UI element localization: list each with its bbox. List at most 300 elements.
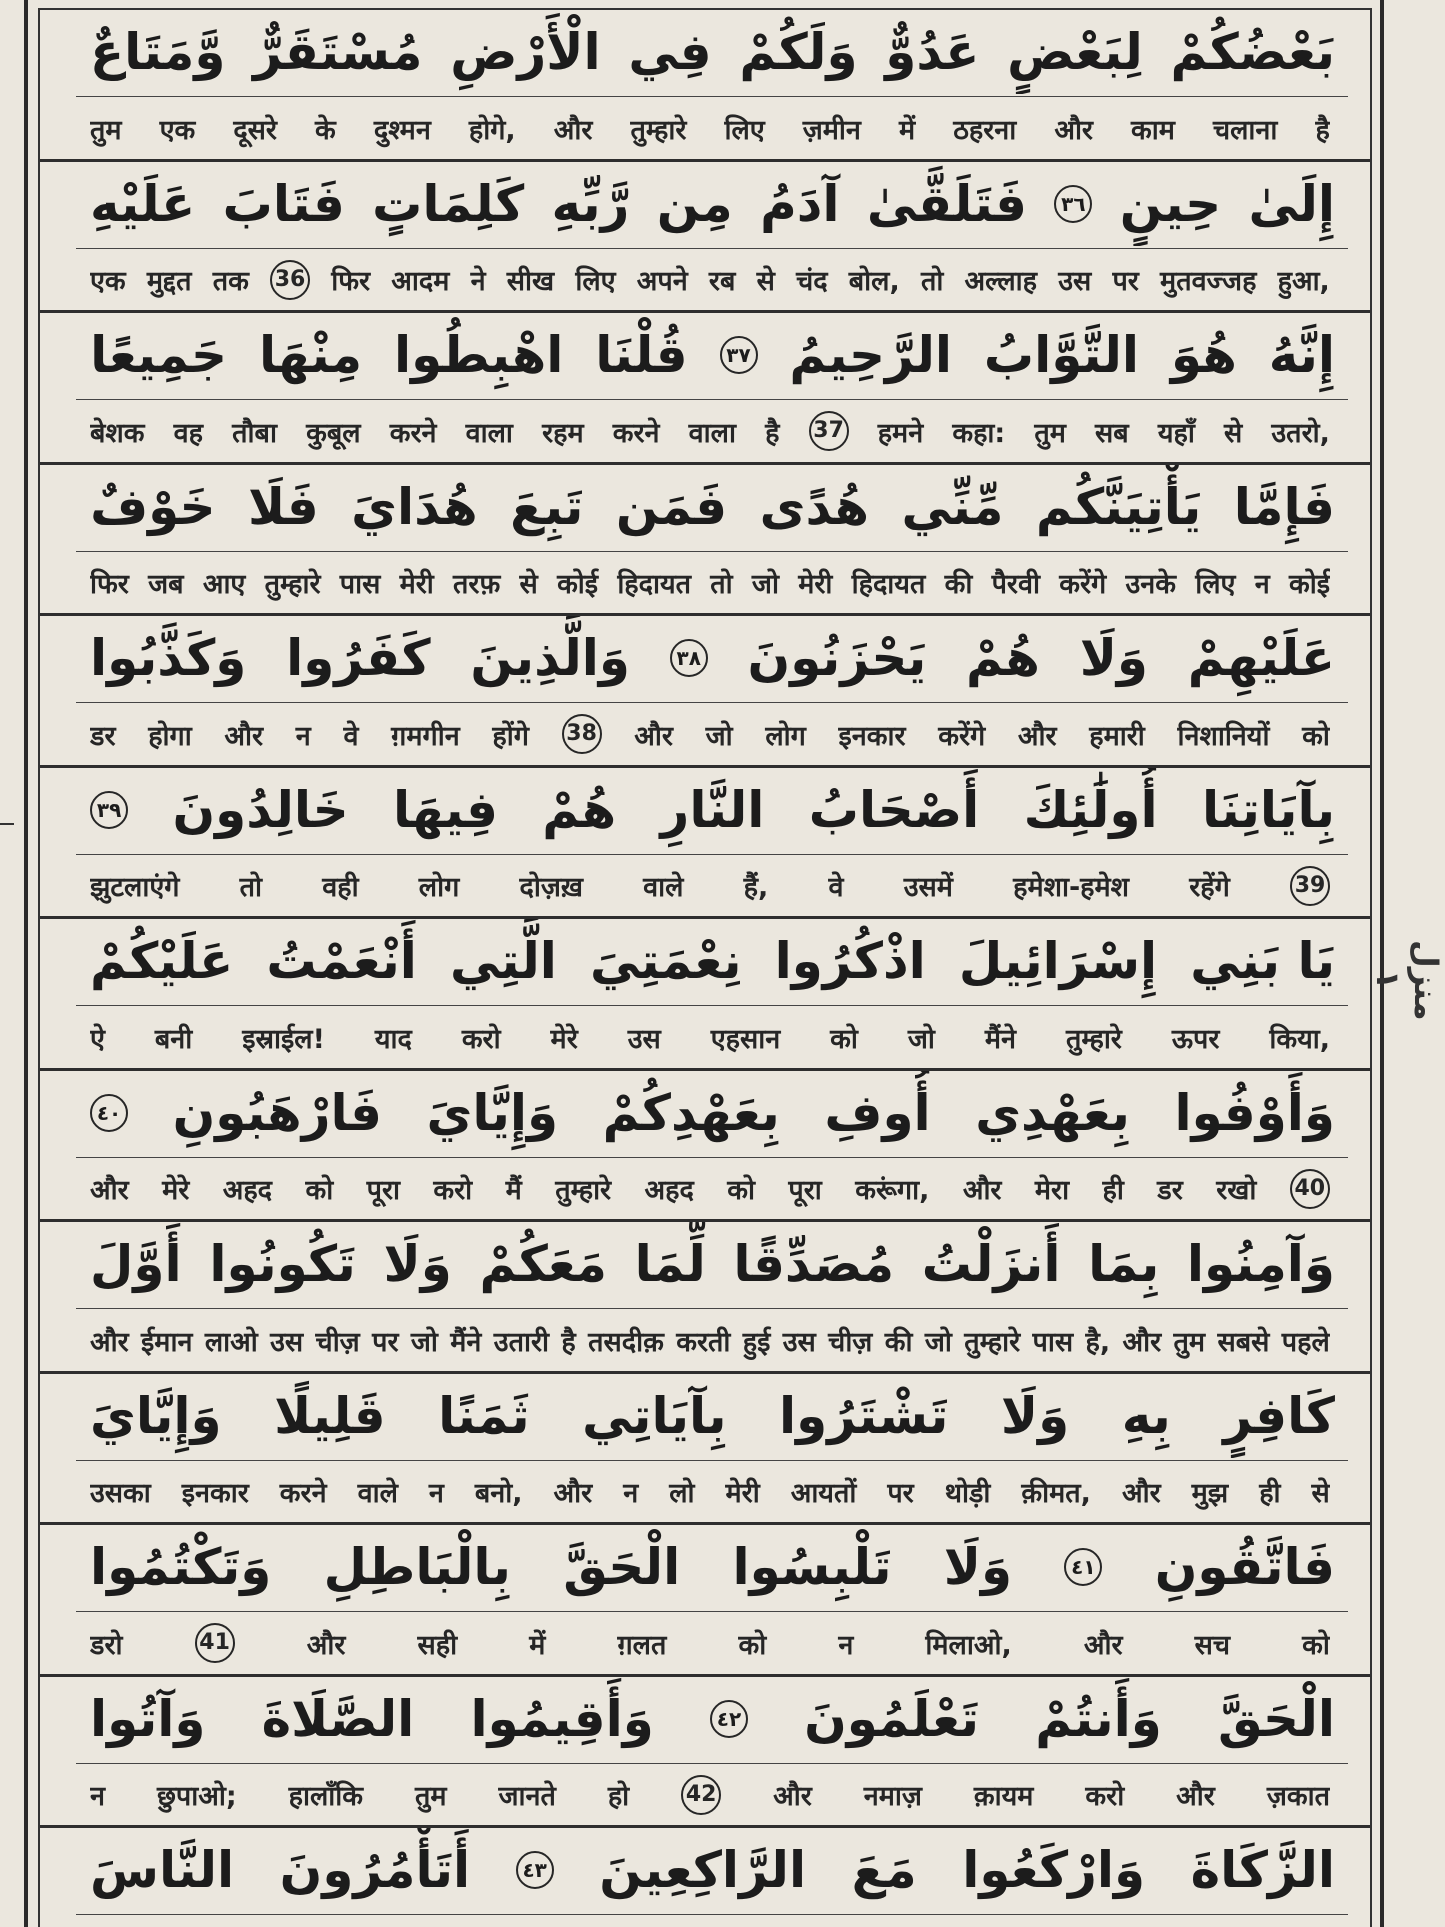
arabic-line bbox=[90, 768, 1335, 852]
arabic-word: وَتَكْتُمُوا bbox=[90, 1538, 272, 1596]
hindi-word: मैंने bbox=[450, 1326, 482, 1358]
arabic-word: مِن bbox=[656, 174, 733, 233]
hindi-word: वे bbox=[828, 872, 844, 903]
hindi-word: अपने bbox=[636, 266, 688, 297]
hindi-word: हुई bbox=[742, 1326, 771, 1358]
arabic-word: أُولَٰئِكَ bbox=[1023, 780, 1158, 839]
hindi-word: बनो, bbox=[474, 1478, 523, 1509]
hindi-word: को bbox=[830, 1023, 858, 1055]
arabic-word: النَّارِ bbox=[660, 780, 765, 839]
hindi-word: मेरी bbox=[798, 569, 833, 600]
hindi-word: को bbox=[1302, 720, 1330, 752]
hindi-word: को bbox=[305, 1175, 334, 1206]
arabic-line bbox=[90, 1828, 1335, 1912]
hindi-word: जो bbox=[705, 720, 733, 752]
arabic-word: مِّنِّي bbox=[901, 477, 1004, 536]
arabic-word: خَالِدُونَ bbox=[172, 780, 349, 839]
verse-row bbox=[40, 768, 1370, 920]
hindi-word: आयतों bbox=[790, 1478, 857, 1509]
hindi-word: तक bbox=[212, 266, 249, 297]
hindi-word: पास bbox=[339, 569, 381, 600]
arabic-word: هُمْ bbox=[542, 780, 617, 839]
hindi-word: मिलाओ, bbox=[925, 1629, 1012, 1661]
arabic-word: الَّتِي bbox=[450, 932, 557, 990]
hindi-word: लिए bbox=[724, 114, 765, 146]
hindi-word: उसका bbox=[90, 1478, 151, 1509]
arabic-word: عَدُوٌّ bbox=[885, 23, 980, 81]
arabic-word: يَأْتِيَنَّكُم bbox=[1035, 477, 1202, 536]
verse-number-circle: 36 bbox=[270, 260, 310, 300]
hindi-word: सब bbox=[1095, 417, 1129, 449]
hindi-word: को bbox=[738, 1629, 767, 1661]
verse-rows bbox=[40, 10, 1370, 1927]
hindi-word: और bbox=[90, 1175, 129, 1206]
verse-row bbox=[40, 1828, 1370, 1927]
hindi-word: लिए bbox=[1195, 569, 1236, 600]
arabic-line bbox=[90, 1677, 1335, 1761]
hindi-word: कहा: bbox=[952, 417, 1006, 449]
hindi-word: दोज़ख़ bbox=[519, 872, 583, 903]
hindi-word: दूसरे bbox=[233, 114, 277, 146]
arabic-word: أَوَّلَ bbox=[90, 1235, 182, 1293]
hindi-word: पहले bbox=[1281, 1326, 1330, 1358]
hindi-word: न bbox=[295, 720, 311, 752]
hindi-word: न bbox=[1254, 569, 1270, 600]
arabic-word: نِعْمَتِيَ bbox=[589, 932, 742, 990]
arabic-word: بَعْضُكُمْ bbox=[1170, 23, 1335, 81]
ayah-number-marker: ٣٧ bbox=[720, 336, 758, 374]
arabic-word: هُدَايَ bbox=[351, 477, 478, 536]
hindi-word: पास bbox=[1032, 1326, 1074, 1358]
arabic-word: فَتَابَ bbox=[222, 174, 345, 233]
hindi-word: है, bbox=[1085, 1326, 1111, 1358]
hindi-word: निशानियों bbox=[1177, 720, 1270, 752]
hindi-word: लाओ bbox=[204, 1326, 258, 1358]
arabic-word: مَعَكُمْ bbox=[479, 1235, 607, 1293]
arabic-word: وَالَّذِينَ bbox=[470, 629, 630, 687]
hindi-word: हमेशा-हमेश bbox=[1013, 872, 1129, 903]
hindi-word: ही bbox=[1102, 1175, 1124, 1206]
arabic-word: كَفَرُوا bbox=[286, 629, 431, 687]
arabic-word: وَإِيَّايَ bbox=[426, 1083, 559, 1142]
arabic-word: بِعَهْدِي bbox=[975, 1083, 1130, 1142]
arabic-word: الصَّلَاةَ bbox=[261, 1689, 415, 1748]
verse-row bbox=[40, 919, 1370, 1071]
hindi-translation-line bbox=[90, 405, 1330, 457]
hindi-word: करती bbox=[676, 1326, 731, 1358]
hindi-word: है bbox=[765, 417, 780, 449]
hindi-word: करने bbox=[389, 417, 437, 449]
margin-tick bbox=[0, 823, 14, 825]
hindi-word: और bbox=[1122, 1326, 1162, 1358]
hindi-word: क़ीमत, bbox=[1021, 1478, 1091, 1509]
hindi-word: करो bbox=[1085, 1781, 1125, 1812]
hindi-word: कोई bbox=[1288, 569, 1330, 600]
verse-row bbox=[40, 1374, 1370, 1526]
hindi-word: हमने bbox=[877, 417, 924, 449]
manzil-label: منزل ١ bbox=[1369, 939, 1445, 1021]
hindi-word: को bbox=[1302, 1629, 1330, 1661]
hindi-word: वाले bbox=[357, 1478, 398, 1509]
hindi-word: जो bbox=[924, 1326, 952, 1358]
hindi-word: पूरा bbox=[788, 1175, 822, 1206]
hindi-word: चीज़ bbox=[828, 1326, 873, 1358]
hindi-word: ज़मीन bbox=[802, 114, 861, 146]
arabic-word: عَلَيْكُمْ bbox=[90, 932, 234, 990]
hindi-word: होगा bbox=[148, 720, 192, 752]
hindi-translation-line bbox=[90, 1163, 1330, 1215]
arabic-line bbox=[90, 1374, 1335, 1458]
hindi-translation-line bbox=[90, 708, 1330, 760]
hindi-word: ईमान bbox=[141, 1326, 193, 1358]
arabic-word: تَشْتَرُوا bbox=[779, 1386, 949, 1445]
arabic-word: عَلَيْهِمْ bbox=[1187, 629, 1335, 687]
hindi-word: है bbox=[561, 1326, 576, 1358]
hindi-word: ग़लत bbox=[617, 1629, 667, 1661]
hindi-word: उसमें bbox=[903, 872, 953, 903]
hindi-word: हिदायत bbox=[851, 569, 926, 600]
hindi-word: यहाँ bbox=[1157, 417, 1195, 449]
line-divider bbox=[76, 399, 1348, 400]
arabic-word: هُدًى bbox=[759, 477, 869, 536]
hindi-word: तुम्हारे bbox=[264, 569, 321, 600]
verse-row bbox=[40, 1222, 1370, 1374]
arabic-word: وَآمِنُوا bbox=[1186, 1235, 1335, 1293]
hindi-word: दुश्मन bbox=[373, 114, 431, 146]
arabic-word: عَلَيْهِ bbox=[90, 174, 196, 233]
arabic-word: وَلَا bbox=[1079, 629, 1149, 687]
verse-row bbox=[40, 465, 1370, 617]
arabic-word: هُمْ bbox=[966, 629, 1040, 687]
arabic-line bbox=[90, 10, 1335, 94]
hindi-word: जो bbox=[907, 1023, 935, 1055]
arabic-word: الرَّاكِعِينَ bbox=[599, 1841, 807, 1899]
hindi-word: और bbox=[1121, 1478, 1161, 1509]
line-divider bbox=[76, 702, 1348, 703]
hindi-word: करेंगे bbox=[1059, 569, 1107, 600]
hindi-word: की bbox=[884, 1326, 913, 1358]
hindi-word: तो bbox=[920, 266, 944, 297]
hindi-word: इनकार bbox=[838, 720, 906, 752]
arabic-word: اهْبِطُوا bbox=[393, 326, 564, 384]
arabic-word: فَإِمَّا bbox=[1233, 477, 1335, 536]
ayah-number-marker: ٣٦ bbox=[1054, 185, 1092, 223]
hindi-word: मेरी bbox=[399, 569, 434, 600]
hindi-word: डर bbox=[90, 720, 116, 752]
arabic-word: وَآتُوا bbox=[90, 1689, 206, 1748]
arabic-word: لِبَعْضٍ bbox=[1007, 23, 1143, 81]
hindi-word: तुम bbox=[1173, 1326, 1206, 1358]
hindi-word: के bbox=[315, 114, 336, 146]
hindi-word: आदम bbox=[391, 266, 450, 297]
arabic-word: بِعَهْدِكُمْ bbox=[602, 1083, 780, 1142]
arabic-word: رَّبِّهِ bbox=[551, 174, 630, 233]
hindi-word: लोग bbox=[765, 720, 806, 752]
arabic-word: التَّوَّابُ bbox=[983, 326, 1139, 384]
verse-row bbox=[40, 1525, 1370, 1677]
hindi-word: मेरे bbox=[550, 1023, 578, 1055]
arabic-word: مُصَدِّقًا bbox=[733, 1235, 895, 1293]
hindi-word: और bbox=[1054, 114, 1093, 146]
arabic-word: مَعَ bbox=[851, 1841, 917, 1899]
hindi-word: इस्राईल! bbox=[242, 1023, 325, 1055]
hindi-word: वह bbox=[173, 417, 204, 449]
hindi-word: लोग bbox=[418, 872, 460, 903]
hindi-word: में bbox=[529, 1629, 546, 1661]
line-divider bbox=[76, 1157, 1348, 1158]
arabic-word: وَأَنتُمْ bbox=[1035, 1689, 1162, 1748]
arabic-word: فَمَن bbox=[615, 477, 728, 536]
arabic-line bbox=[90, 919, 1335, 1003]
verse-row bbox=[40, 162, 1370, 314]
hindi-word: तुम्हारे bbox=[555, 1175, 612, 1206]
hindi-word: मैंने bbox=[984, 1023, 1016, 1055]
arabic-word: الْحَقَّ bbox=[563, 1538, 681, 1596]
hindi-word: छुपाओ; bbox=[156, 1781, 237, 1812]
line-divider bbox=[76, 1763, 1348, 1764]
hindi-word: करूंगा, bbox=[855, 1175, 930, 1206]
hindi-word: लो bbox=[669, 1478, 695, 1509]
hindi-word: किया, bbox=[1269, 1023, 1330, 1055]
hindi-word: से bbox=[519, 569, 538, 600]
hindi-word: ज़कात bbox=[1266, 1781, 1330, 1812]
ayah-number-marker: ٤٢ bbox=[710, 1700, 748, 1738]
hindi-word: क़ायम bbox=[973, 1781, 1034, 1812]
arabic-word: قَلِيلًا bbox=[274, 1386, 386, 1445]
hindi-word: फिर bbox=[331, 266, 371, 297]
hindi-word: सही bbox=[417, 1629, 458, 1661]
arabic-word: فَتَلَقَّىٰ bbox=[866, 174, 1028, 233]
hindi-translation-line bbox=[90, 1314, 1330, 1366]
hindi-translation-line bbox=[90, 1466, 1330, 1518]
arabic-word: وَكَذَّبُوا bbox=[90, 629, 247, 687]
hindi-word: तुम bbox=[414, 1781, 447, 1812]
hindi-word: नमाज़ bbox=[863, 1781, 922, 1812]
arabic-line bbox=[90, 616, 1335, 700]
hindi-word: को bbox=[727, 1175, 755, 1206]
hindi-translation-line bbox=[90, 1769, 1330, 1821]
line-divider bbox=[76, 551, 1348, 552]
arabic-word: خَوْفٌ bbox=[90, 477, 216, 536]
hindi-word: और bbox=[634, 720, 673, 752]
hindi-word: जो bbox=[751, 569, 779, 600]
hindi-word: उस bbox=[1058, 266, 1092, 297]
hindi-word: तुम्हारे bbox=[630, 114, 687, 146]
hindi-word: ऐ bbox=[90, 1023, 105, 1055]
hindi-word: करो bbox=[461, 1023, 501, 1055]
hindi-word: चलाना bbox=[1212, 114, 1278, 146]
line-divider bbox=[76, 248, 1348, 249]
hindi-word: हैं, bbox=[743, 872, 769, 903]
hindi-word: और bbox=[553, 1478, 593, 1509]
hindi-word: होगे, bbox=[468, 114, 516, 146]
hindi-word: सीख bbox=[506, 266, 555, 297]
arabic-word: النَّاسَ bbox=[90, 1841, 235, 1899]
hindi-word: है bbox=[1315, 114, 1330, 146]
hindi-word: याद bbox=[374, 1023, 412, 1055]
hindi-word: उतरो, bbox=[1271, 417, 1330, 449]
verse-number-circle: 41 bbox=[195, 1623, 235, 1663]
arabic-word: وَّمَتَاعٌ bbox=[90, 23, 226, 81]
arabic-word: بِآيَاتِنَا bbox=[1201, 780, 1335, 839]
hindi-word: झुटलाएंगे bbox=[90, 872, 180, 903]
hindi-word: उनके bbox=[1125, 569, 1176, 600]
verse-number-circle: 42 bbox=[681, 1775, 721, 1815]
hindi-word: मुझ bbox=[1191, 1478, 1229, 1509]
verse-row bbox=[40, 313, 1370, 465]
hindi-word: अहद bbox=[644, 1175, 694, 1206]
hindi-word: कोई bbox=[557, 569, 599, 600]
hindi-word: न bbox=[623, 1478, 639, 1509]
hindi-word: इनकार bbox=[181, 1478, 249, 1509]
hindi-word: फिर bbox=[90, 569, 129, 600]
arabic-word: وَلَكُمْ bbox=[739, 23, 858, 81]
arabic-word: ثَمَنًا bbox=[438, 1386, 530, 1445]
arabic-word: مُسْتَقَرٌّ bbox=[253, 23, 423, 81]
hindi-word: करने bbox=[279, 1478, 327, 1509]
arabic-word: إِسْرَائِيلَ bbox=[958, 932, 1158, 990]
arabic-word: وَلَا bbox=[943, 1538, 1013, 1596]
hindi-word: मेरा bbox=[1034, 1175, 1070, 1206]
hindi-translation-line bbox=[90, 557, 1330, 609]
ayah-number-marker: ٤١ bbox=[1064, 1548, 1102, 1586]
hindi-word: डर bbox=[1157, 1175, 1183, 1206]
hindi-word: तौबा bbox=[232, 417, 277, 449]
hindi-word: तरफ़ bbox=[453, 569, 501, 600]
hindi-word: उस bbox=[270, 1326, 304, 1358]
hindi-word: जब bbox=[148, 569, 184, 600]
arabic-word: فَاتَّقُونِ bbox=[1154, 1538, 1335, 1596]
hindi-word: रहम bbox=[542, 417, 584, 449]
hindi-word: बोल, bbox=[848, 266, 900, 297]
arabic-word: لِّمَا bbox=[634, 1235, 706, 1293]
arabic-word: يَا بَنِي bbox=[1190, 932, 1335, 990]
verse-number-circle: 38 bbox=[562, 714, 602, 754]
hindi-word: हिदायत bbox=[617, 569, 692, 600]
arabic-word: أُوفِ bbox=[824, 1083, 931, 1142]
hindi-word: और bbox=[306, 1629, 346, 1661]
arabic-word: بِمَا bbox=[1088, 1235, 1160, 1293]
line-divider bbox=[76, 96, 1348, 97]
hindi-word: और bbox=[90, 1326, 129, 1358]
hindi-word: बेशक bbox=[90, 417, 145, 449]
ayah-number-marker: ٤٣ bbox=[516, 1851, 554, 1889]
hindi-word: एक bbox=[90, 266, 126, 297]
hindi-word: न bbox=[90, 1781, 105, 1812]
hindi-word: हमारी bbox=[1089, 720, 1145, 752]
arabic-word: تَلْبِسُوا bbox=[732, 1538, 892, 1596]
arabic-word: الْأَرْضِ bbox=[450, 23, 601, 81]
hindi-word: और bbox=[224, 720, 264, 752]
hindi-word: करो bbox=[433, 1175, 473, 1206]
verse-row bbox=[40, 1071, 1370, 1223]
hindi-word: सबसे bbox=[1217, 1326, 1270, 1358]
arabic-word: مِنْهَا bbox=[258, 326, 363, 384]
verse-row bbox=[40, 616, 1370, 768]
hindi-word: अहद bbox=[222, 1175, 273, 1206]
hindi-word: पर bbox=[1112, 266, 1139, 297]
hindi-word: की bbox=[944, 569, 973, 600]
hindi-word: जो bbox=[410, 1326, 438, 1358]
hindi-translation-line bbox=[90, 860, 1330, 912]
hindi-word: और bbox=[1176, 1781, 1215, 1812]
arabic-word: الزَّكَاةَ bbox=[1190, 1841, 1335, 1899]
hindi-word: से bbox=[756, 266, 775, 297]
hindi-word: जानते bbox=[498, 1781, 556, 1812]
arabic-line bbox=[90, 1222, 1335, 1306]
hindi-word: एक bbox=[159, 114, 196, 146]
arabic-word: حِينٍ bbox=[1119, 174, 1222, 233]
hindi-word: वाला bbox=[465, 417, 513, 449]
hindi-word: चीज़ bbox=[315, 1326, 360, 1358]
hindi-word: से bbox=[1311, 1478, 1330, 1509]
hindi-word: हो bbox=[607, 1781, 630, 1812]
hindi-word: करने bbox=[612, 417, 660, 449]
hindi-word: बनी bbox=[154, 1023, 193, 1055]
hindi-word: हुआ, bbox=[1277, 266, 1330, 297]
line-divider bbox=[76, 1460, 1348, 1461]
hindi-word: वाले bbox=[643, 872, 684, 903]
hindi-word: हालाँकि bbox=[288, 1781, 363, 1812]
hindi-word: ही bbox=[1259, 1478, 1281, 1509]
hindi-word: और bbox=[962, 1175, 1002, 1206]
hindi-word: अल्लाह bbox=[964, 266, 1037, 297]
line-divider bbox=[76, 1611, 1348, 1612]
arabic-word: بِالْبَاطِلِ bbox=[323, 1538, 511, 1596]
hindi-translation-line bbox=[90, 1617, 1330, 1669]
arabic-word: أَنزَلْتُ bbox=[921, 1235, 1061, 1293]
hindi-word: ऊपर bbox=[1171, 1023, 1220, 1055]
arabic-word: كَافِرٍ bbox=[1223, 1386, 1335, 1445]
hindi-word: तुम्हारे bbox=[1065, 1023, 1122, 1055]
hindi-word: थोड़ी bbox=[944, 1478, 991, 1509]
hindi-word: कुबूल bbox=[306, 417, 361, 449]
hindi-word: लिए bbox=[575, 266, 616, 297]
hindi-word: ग़मगीन bbox=[391, 720, 460, 752]
ayah-number-marker: ٣٨ bbox=[670, 639, 708, 677]
arabic-word: آدَمُ bbox=[760, 174, 840, 233]
hindi-translation-line bbox=[90, 102, 1330, 154]
line-divider bbox=[76, 1914, 1348, 1915]
arabic-word: وَلَا bbox=[1000, 1386, 1070, 1445]
arabic-word: وَارْكَعُوا bbox=[962, 1841, 1146, 1899]
hindi-word: पर bbox=[372, 1326, 399, 1358]
line-divider bbox=[76, 1005, 1348, 1006]
hindi-word: ठहरना bbox=[953, 114, 1017, 146]
hindi-word: न bbox=[838, 1629, 854, 1661]
hindi-word: मेरे bbox=[162, 1175, 190, 1206]
hindi-word: काम bbox=[1131, 114, 1175, 146]
hindi-word: वे bbox=[343, 720, 359, 752]
arabic-word: أَصْحَابُ bbox=[808, 780, 980, 839]
hindi-word: पैरवी bbox=[991, 569, 1040, 600]
hindi-translation-line bbox=[90, 1011, 1330, 1063]
arabic-word: اذْكُرُوا bbox=[774, 932, 926, 990]
hindi-word: और bbox=[773, 1781, 812, 1812]
hindi-word: तो bbox=[710, 569, 733, 600]
arabic-word: أَنْعَمْتُ bbox=[266, 932, 417, 990]
hindi-word: और bbox=[553, 114, 593, 146]
hindi-word: तो bbox=[239, 872, 263, 903]
hindi-word: रब bbox=[708, 266, 736, 297]
hindi-word: होंगे bbox=[492, 720, 529, 752]
arabic-word: تَعْلَمُونَ bbox=[804, 1689, 980, 1748]
hindi-word: और bbox=[1017, 720, 1057, 752]
arabic-word: أَتَأْمُرُونَ bbox=[279, 1841, 471, 1899]
hindi-word: रहेंगे bbox=[1189, 872, 1230, 903]
arabic-line bbox=[90, 465, 1335, 549]
arabic-word: وَإِيَّايَ bbox=[90, 1386, 222, 1445]
